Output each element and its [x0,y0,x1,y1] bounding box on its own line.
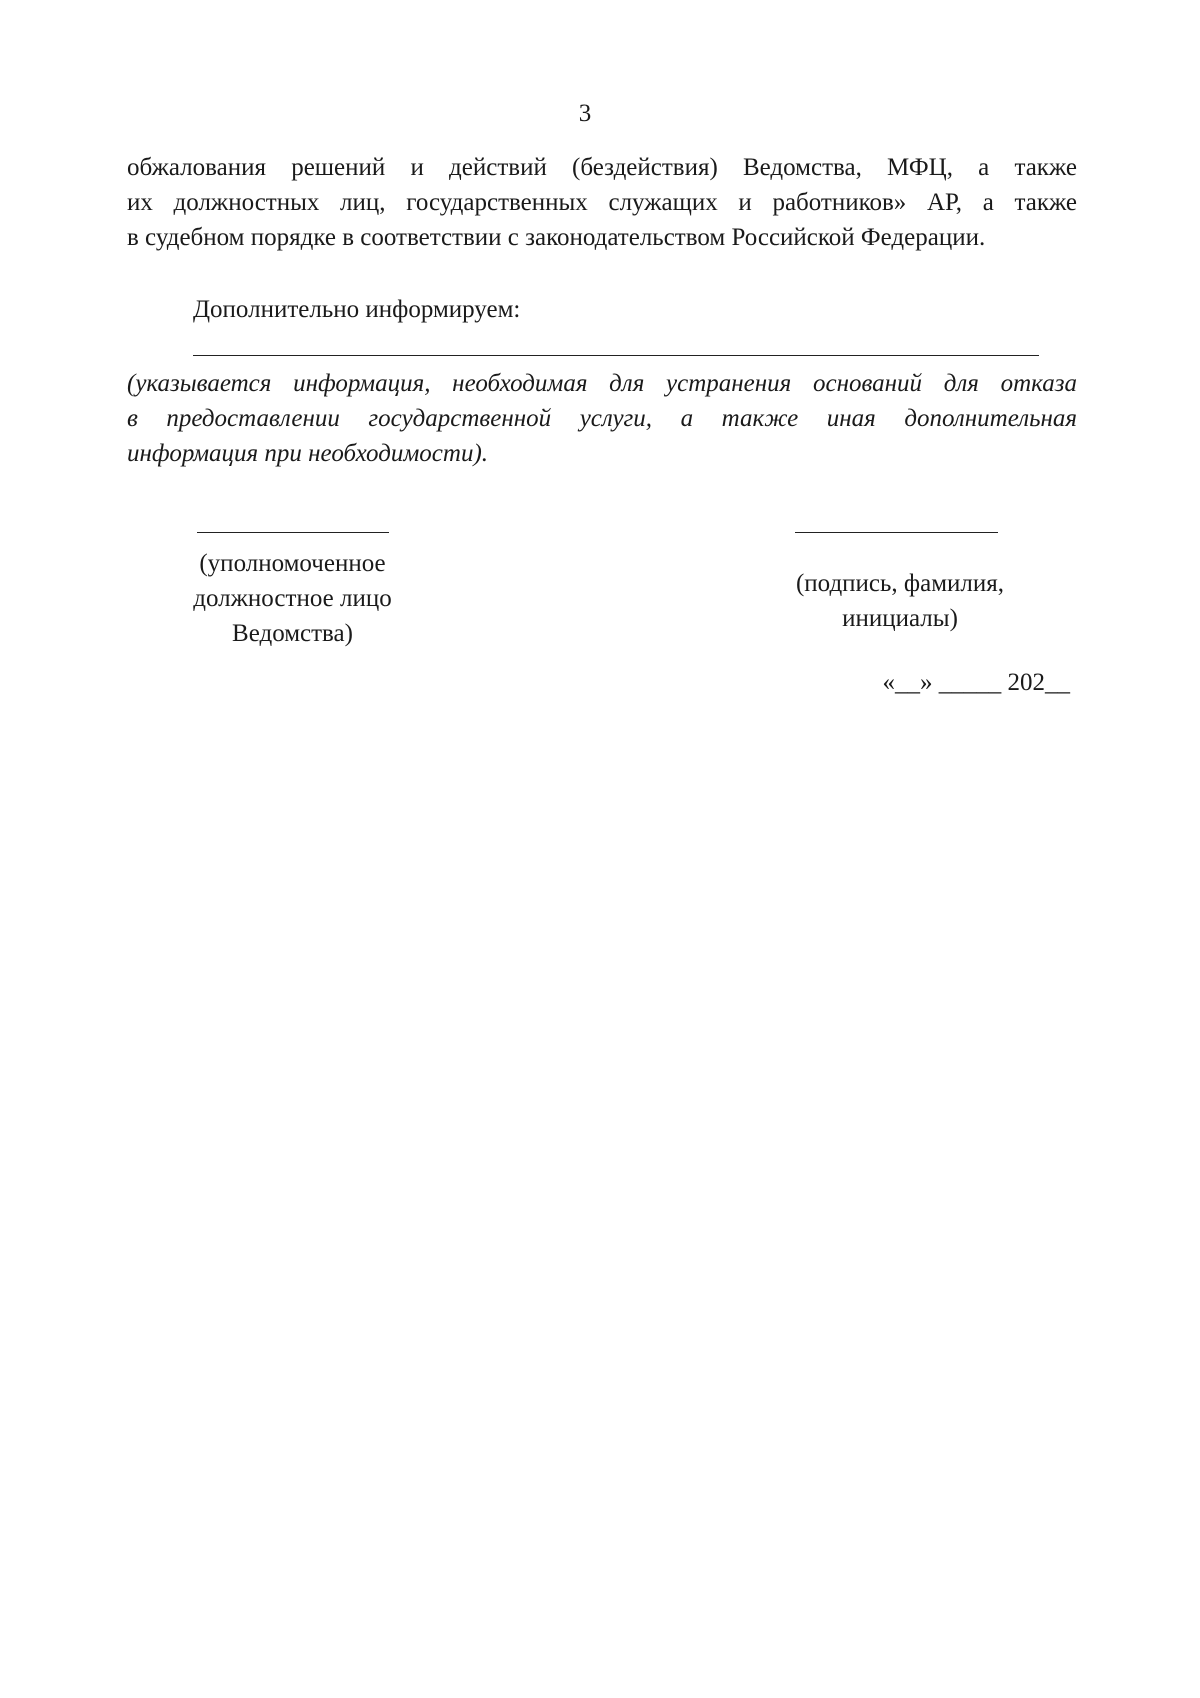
note-line: в предоставлении государственной услуги, а также иная дополнительная [127,405,1077,432]
official-signature-line [197,532,389,533]
signature-caption [770,566,1030,636]
signature-caption-line: (подпись, фамилия, [795,570,1005,597]
body-line: в судебном порядке в соответствии с законодательством Российской Федерации. [127,224,986,251]
official-caption-line: должностное лицо [193,585,392,612]
additional-info-note [127,366,1077,471]
additional-info-blank-line [193,355,1039,356]
note-line: (указывается информация, необходимая для устранения оснований для отказа [127,370,1077,397]
body-line: их должностных лиц, государственных служащих и работников» АР, а также [127,189,1077,216]
additional-info-heading: Дополнительно информируем: [193,296,521,323]
body-line: обжалования решений и действий (бездействия) Ведомства, МФЦ, а также [127,154,1077,181]
page-number: 3 [578,100,592,127]
signature-name-line [795,532,998,533]
date-field: «__» _____ 202__ [882,669,1070,696]
signature-caption-line: инициалы) [842,605,958,632]
official-caption [160,546,425,651]
official-caption-line: Ведомства) [232,620,353,647]
note-line: информация при необходимости). [127,440,489,467]
body-paragraph [127,150,1077,255]
official-caption-line: (уполномоченное [199,550,386,577]
